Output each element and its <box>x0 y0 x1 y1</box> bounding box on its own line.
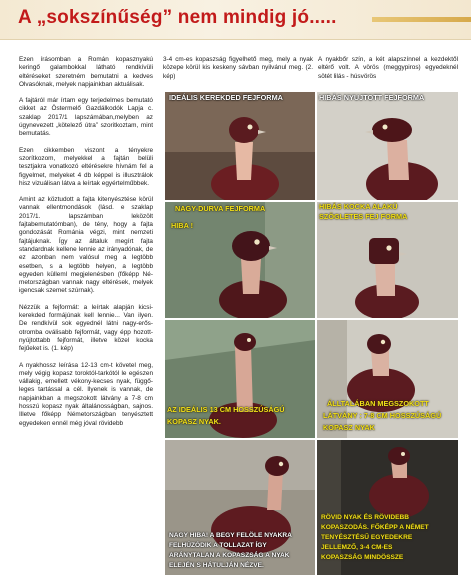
left-text-column <box>19 56 153 578</box>
paragraph: Ezen írásomban a Román kopasznyakú keringő galambokkal látható rendkívüli eltéréseket szeretném bemutatni a kedves Olvasóknak, melyek napjainkban aktuálisak. <box>19 56 153 88</box>
pigeon-illustration <box>165 202 315 318</box>
photo-caption: ÁLLTALÁBAN MEGSZOKOTT <box>327 399 429 408</box>
photo-caption: ELEJÉN S HÁTULJÁN NÉZVE. <box>169 562 264 569</box>
title-decorative-rule <box>372 17 471 22</box>
photo-feathered-neck <box>165 440 315 575</box>
photo-short-neck <box>317 440 458 575</box>
photo-caption: LÁTVÁNY : 7-8 CM HOSSZÚSÁGÚ <box>323 411 442 420</box>
photo-elongated-head <box>317 92 458 200</box>
paragraph: A nyakbőr szín, a két alapszínnel a kezdektől eltérő volt. A vörös (meggypiros) egyedeknél sötét lilás - húsvörös <box>318 56 458 80</box>
photo-caption: KOPASZ NYAK. <box>167 417 221 426</box>
paragraph: 3-4 cm-es kopaszság figyelhető meg, mely a nyak közepe körül kis keskeny sávban nyilvánul meg. (2. kép) <box>163 56 313 80</box>
paragraph: A fajtáról már írtam egy terjedelmes bemutató cikket az Östermelő Gazdálkodók Lapja c. szaklap 2017/1 lapszámában,melyben az úgynevezett „kötelező útra” szoritkoztam, mint bemutatás. <box>19 97 153 138</box>
photo-caption: NAGY HIBA! A BEGY FELÖLE NYAKRA <box>169 532 292 539</box>
photo-caption: IDEÁLIS KEREKDED FEJFORMA <box>169 93 283 102</box>
photo-caption: JELLEMZŐ, 3-4 CM-ES <box>321 544 393 551</box>
photo-caption: TENYÉSZTÉSŰ EGYEDEKRE <box>321 534 413 541</box>
paragraph: A nyakhossz leírása 12-13 cm-t követel meg, mely végig kopasz toroktól-tarkótól le egészen vállakig, emellett vékony-kecses nyak, függőleges tartással a cél. Ilyenek is vannak, de napjainkban a megszokott látvány a 7-8 cm hosszú kopasz nyak általánosságban, sajnos. Illetve főképp Németországban tenyésztett egyedeken ennél még jóval rövidebb <box>19 361 153 427</box>
photo-ideal-neck <box>165 320 315 438</box>
photo-caption: FELHÚZÓDIK A TOLLAZAT ÍGY <box>169 542 267 549</box>
photo-ideal-round-head <box>165 92 315 200</box>
pigeon-illustration <box>317 92 458 200</box>
header-banner <box>0 0 471 40</box>
photo-caption: AZ IDEÁLIS 13 CM HOSSZÚSÁGÚ <box>167 405 285 414</box>
photo-caption: KOPASZODÁS. FŐKÉPP A NÉMET <box>321 524 429 531</box>
photo-usual-neck <box>317 320 458 438</box>
photo-caption: HIBÁS NYUJTOTT FEJFORMA <box>319 93 425 102</box>
paragraph: Ezen cikkemben viszont a tényekre szorítkozom, melyekkel a fajtán belüli tesztjakra vonatkozó eltérésekre hívnám fel a figyelmet, melyeket 4 db képpel is illusztrálok hisz vizuálisan látva a leírtak egyértelműbbek. <box>19 146 153 187</box>
photo-caption: HIBÁS KOCKA ALAKÚ <box>319 202 398 211</box>
photo-cube-head <box>317 202 458 318</box>
photo-caption: ARÁNYTALAN A KOPASZSÁG A NYAK <box>169 552 290 559</box>
photo-coarse-head <box>165 202 315 318</box>
photo-caption: KOPASZSÁG MINDÖSSZE <box>321 554 404 561</box>
photo-caption: KOPASZ NYAK <box>323 423 375 432</box>
pigeon-illustration <box>165 92 315 200</box>
photo-caption: HIBA ! <box>171 221 194 230</box>
article-title: A „sokszínűség” nem mindig jó..... <box>18 7 337 28</box>
photo-caption: NAGY-DURVA FEJFORMA <box>175 204 266 213</box>
paragraph: Nézzük a fejformát: a leírtak alapján kicsi-kerekded formájúnak kell lennie... Van ilyen. De rendkívül sok egyednél látni nagy-erős-otromba oválisabb fejformát, vagy épp hozott-nyújtottabb fejformát, illetve közel kocka fejűeket is. (1. kép) <box>19 303 153 353</box>
paragraph: Amint az köztudott a fajta kitenyésztése körül vannak ellentmondások (lásd. e szaklap 2017/1. lapszámban leközölt fajtabemutatómban), de tény, hogy a fajta gondozását Románia végzi, mint nemzeti fajtájuknak. Így az általuk megírt fajta standardnak kellene lennie az irányadónak, de ez azonban nem valósul meg a legtöbb esetben, s a legtöbb helyen, a legtöbb egyeden külleml megjelenésben (főképp Németországban vannak nagy eltérések, melyek igencsak szemet szúrnak). <box>19 196 153 295</box>
photo-caption: SZÖGLETES FEJ FORMA <box>319 212 408 221</box>
photo-caption: RÖVID NYAK ÉS RÖVIDEBB <box>321 514 410 521</box>
